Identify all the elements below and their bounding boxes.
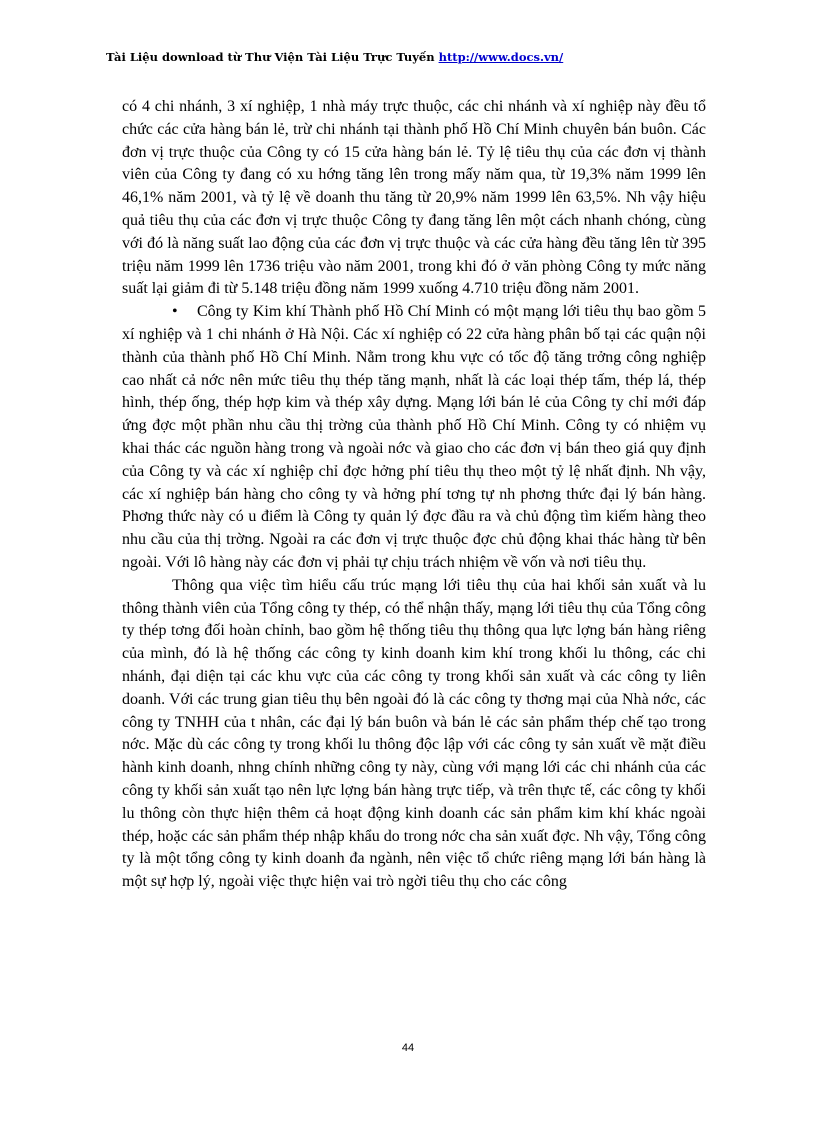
paragraph-1: có 4 chi nhánh, 3 xí nghiệp, 1 nhà máy trực thuộc, các chi nhánh và xí nghiệp này đều tổ chức các cửa hàng bán lẻ, trừ chi nhánh tại thành phố Hồ Chí Minh chuyên bán buôn. Các đơn vị trực thuộc của Công ty có 15 cửa hàng bán lẻ. Tỷ lệ tiêu thụ của các đơn vị thành viên của Công ty đang có xu hớng tăng lên trong mấy năm qua, từ 19,3% năm 1999 lên 46,1% năm 2001, và tỷ lệ về doanh thu tăng từ 20,9% năm 1999 lên 63,5%. Nh vậy hiệu quả tiêu thụ của các đơn vị trực thuộc Công ty đang tăng lên một cách nhanh chóng, cùng với đó là năng suất lao động của các đơn vị trực thuộc và các cửa hàng đều tăng lên từ 395 triệu năm 1999 lên 1736 triệu vào năm 2001, trong khi đó ở văn phòng Công ty mức năng suất lại giảm đi từ 5.148 triệu đồng năm 1999 xuống 4.710 triệu đồng năm 2001. xyxy=(122,98,706,298)
bullet-icon: • xyxy=(172,303,178,321)
page-header xyxy=(106,50,666,64)
paragraph-3: Thông qua việc tìm hiểu cấu trúc mạng lới tiêu thụ của hai khối sản xuất và lu thông thành viên của Tổng công ty thép, có thể nhận thấy, mạng lới tiêu thụ của Tổng công ty thép tơng đối hoàn chỉnh, bao gồm hệ thống tiêu thụ thông qua lực lợng bán hàng riêng của mình, đó là hệ thống các công ty kinh doanh kim khí trong khối lu thông, các chi nhánh, đại diện tại các khu vực của các công ty trong khối sản xuất và các công ty liên doanh. Với các trung gian tiêu thụ bên ngoài đó là các công ty thơng mại của Nhà nớc, các công ty TNHH của t nhân, các đại lý bán buôn và bán lẻ các sản phẩm thép chế tạo trong nớc. Mặc dù các công ty trong khối lu thông độc lập với các công ty sản xuất về mặt điều hành kinh doanh, nhng chính những công ty này, cùng với mạng lới các chi nhánh của các công ty khối sản xuất tạo nên lực lợng bán hàng trực tiếp, và trên thực tế, các công ty khối lu thông còn thực hiện thêm cả hoạt động kinh doanh các sản phẩm kim khí khác ngoài thép, hoặc các sản phẩm thép nhập khẩu do trong nớc cha sản xuất đợc. Nh vậy, Tổng công ty là một tổng công ty kinh doanh đa ngành, nên việc tổ chức riêng mạng lới bán hàng là một sự hợp lý, ngoài việc thực hiện vai trò ngời tiêu thụ cho các công xyxy=(122,576,706,891)
header-link[interactable]: http://www.docs.vn/ xyxy=(438,50,564,64)
paragraph-2-text: Công ty Kim khí Thành phố Hồ Chí Minh có một mạng lới tiêu thụ bao gồm 5 xí nghiệp và 1 chi nhánh ở Hà Nội. Các xí nghiệp có 22 cửa hàng phân bố tại các quận nội thành của thành phố Hồ Chí Minh. Nằm trong khu vực có tốc độ tăng trởng công nghiệp cao nhất cả nớc nên mức tiêu thụ thép tăng mạnh, nhất là các loại thép tấm, thép lá, thép hình, thép ống, thép hợp kim và thép xây dựng. Mạng lới bán lẻ của Công ty chỉ mới đáp ứng đợc một phần nhu cầu thị trờng của thành phố Hồ Chí Minh. Công ty có nhiệm vụ khai thác các nguồn hàng trong và ngoài nớc và giao cho các đơn vị bán theo giá quy định của Công ty và các xí nghiệp chỉ đợc hởng phí tiêu thụ theo một tỷ lệ nhất định. Nh vậy, các xí nghiệp bán hàng cho công ty và hởng phí tơng tự nh phơng thức đại lý bán hàng. Phơng thức này có u điểm là Công ty quản lý đợc đầu ra và chủ động tìm kiếm hàng theo nhu cầu của thị trờng. Ngoài ra các đơn vị trực thuộc đợc chủ động khai thác hàng từ bên ngoài. Với lô hàng này các đơn vị phải tự chịu trách nhiệm về vốn và nơi tiêu thụ. xyxy=(122,303,706,571)
header-text: Tài Liệu download từ Thư Viện Tài Liệu Trực Tuyến xyxy=(106,50,439,64)
paragraph-2 xyxy=(122,301,706,575)
page-number: 44 xyxy=(401,1042,415,1054)
document-body xyxy=(122,96,706,894)
